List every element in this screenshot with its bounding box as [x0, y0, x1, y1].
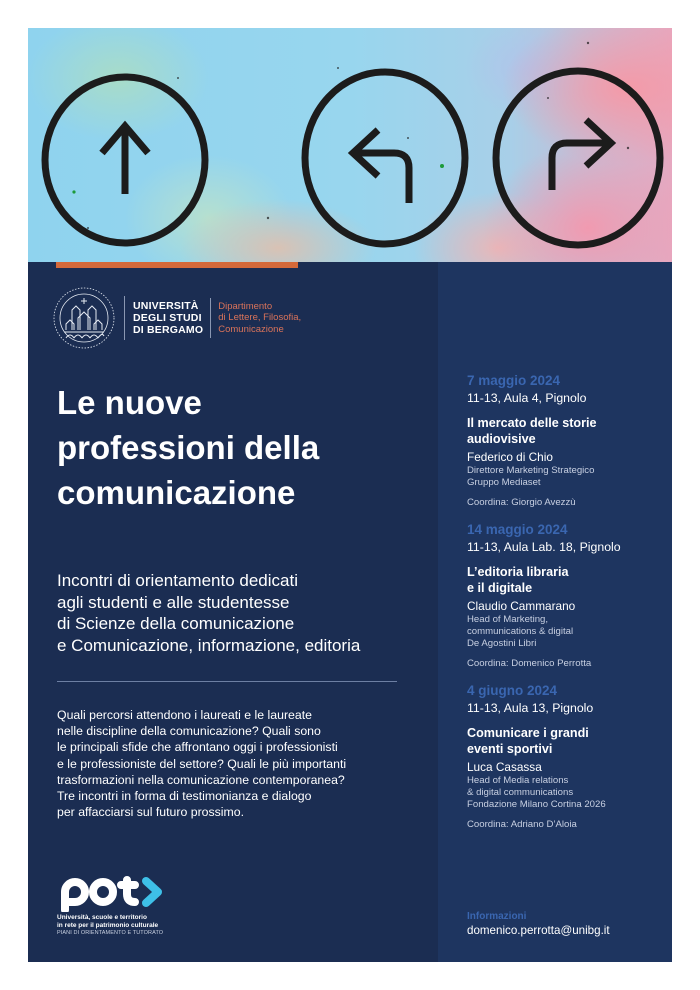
- event-speaker: Federico di Chio: [467, 450, 553, 464]
- event-coordinator: Coordina: Giorgio Avezzù: [467, 497, 576, 508]
- event-title: Comunicare i grandi eventi sportivi: [467, 726, 589, 756]
- arrow-turn-left-icon: [305, 72, 465, 244]
- pot-wordmark: [57, 876, 169, 912]
- accent-bar: [56, 262, 298, 268]
- hero-image: [28, 28, 672, 262]
- university-logo: [52, 286, 301, 350]
- event-speaker: Claudio Cammarano: [467, 599, 576, 613]
- event-date: 14 maggio 2024: [467, 522, 568, 537]
- event-time-place: 11-13, Aula 13, Pignolo: [467, 701, 594, 715]
- logo-divider: [210, 298, 211, 338]
- event-coordinator: Coordina: Adriano D’Aloia: [467, 819, 577, 830]
- subtitle: Incontri di orientamento dedicati agli studenti e alle studentesse di Scienze della comunicazione e Comunicazione, informazione, editoria: [57, 571, 361, 655]
- university-name: UNIVERSITÀ DEGLI STUDI DI BERGAMO: [133, 300, 204, 336]
- separator: [57, 681, 397, 682]
- intro-paragraph: Quali percorsi attendono i laureati e le laureate nelle discipline della comunicazione? Quali sono le principali sfide che affrontano oggi i professionisti e le professioniste del settore? Quali le più importanti trasformazioni nella comunicazione contemporanea? Tre incontri in forma di testimonianza e dialogo per affacciarsi sul futuro prossimo.: [57, 708, 347, 820]
- event-speaker-role: Direttore Marketing Strategico Gruppo Mediaset: [467, 465, 595, 488]
- event-title: Il mercato delle storie audiovisive: [467, 416, 597, 446]
- event-time-place: 11-13, Aula Lab. 18, Pignolo: [467, 540, 621, 554]
- arrow-turn-right-icon: [496, 71, 660, 245]
- event-item: [467, 371, 672, 509]
- info-label: Informazioni: [467, 911, 527, 922]
- pot-arrow-icon: [146, 881, 158, 903]
- event-speaker-role: Head of Media relations & digital communications Fondazione Milano Cortina 2026: [467, 775, 606, 810]
- arrow-up-icon: [45, 77, 205, 243]
- contact-info: [467, 910, 610, 938]
- logo-divider: [124, 296, 125, 340]
- event-item: [467, 681, 672, 831]
- event-time-place: 11-13, Aula 4, Pignolo: [467, 391, 587, 405]
- department-name: Dipartimento di Lettere, Filosofia, Comunicazione: [218, 300, 302, 335]
- page-title: Le nuove professioni della comunicazione: [57, 384, 320, 511]
- event-date: 4 giugno 2024: [467, 683, 558, 698]
- event-coordinator: Coordina: Domenico Perrotta: [467, 658, 592, 669]
- event-date: 7 maggio 2024: [467, 373, 561, 388]
- event-title: L’editoria libraria e il digitale: [467, 565, 569, 595]
- event-item: [467, 520, 672, 670]
- poster: [28, 28, 672, 962]
- pot-logo: Università, scuole e territorio in rete per il patrimonio culturale PIANI DI ORIENTAMENTO E TUTORATO: [57, 876, 169, 937]
- contact-email-link[interactable]: domenico.perrotta@unibg.it: [467, 924, 610, 937]
- event-speaker: Luca Casassa: [467, 760, 542, 774]
- event-speaker-role: Head of Marketing, communications & digital De Agostini Libri: [467, 614, 574, 649]
- university-seal-icon: [52, 286, 116, 350]
- events-list: [467, 371, 672, 842]
